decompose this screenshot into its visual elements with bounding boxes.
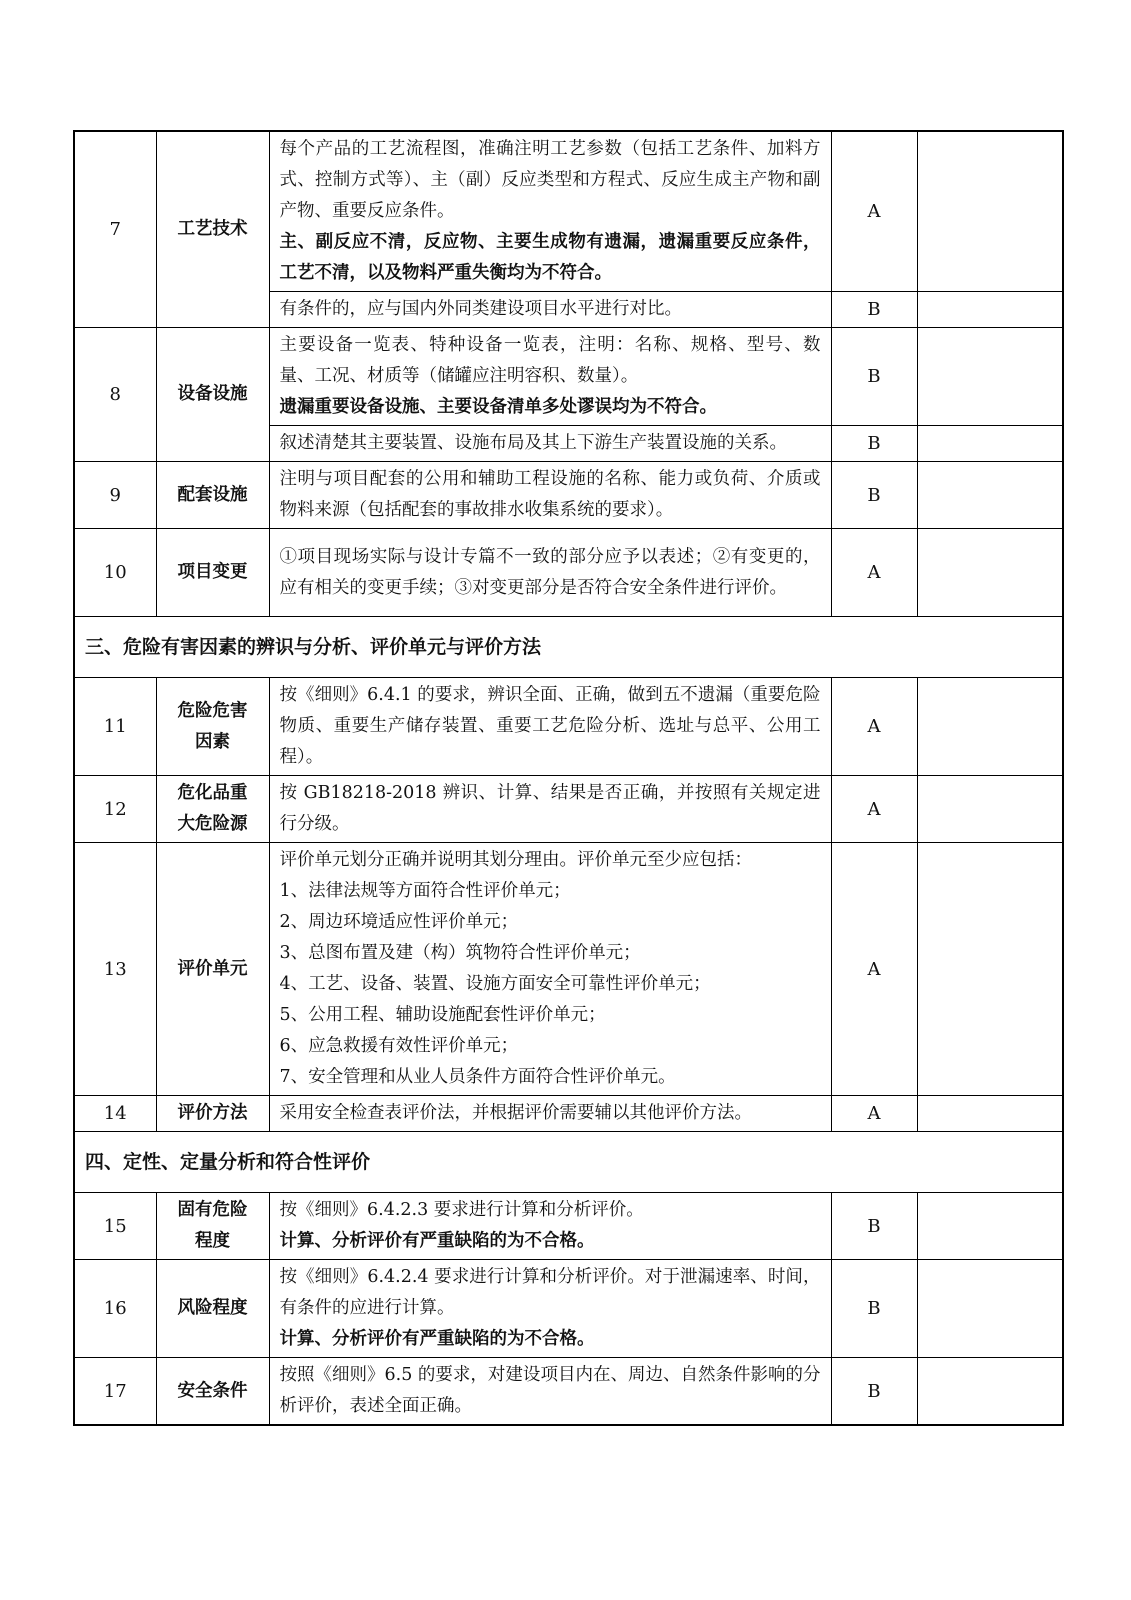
section-title: 四、定性、定量分析和符合性评价 (74, 1132, 1063, 1193)
table-row (74, 131, 1063, 292)
row-number: 16 (74, 1260, 156, 1358)
blank-cell (917, 776, 1063, 843)
blank-cell (917, 1358, 1063, 1426)
blank-cell (917, 843, 1063, 1096)
requirement-text: 按 GB18218-2018 辨识、计算、结果是否正确，并按照有关规定进行分级。 (269, 776, 831, 843)
grade: A (831, 529, 917, 617)
row-number: 10 (74, 529, 156, 617)
requirement-line: 3、总图布置及建（构）筑物符合性评价单元； (279, 943, 641, 963)
section-header-row (74, 1132, 1063, 1193)
grade: B (831, 426, 917, 462)
grade: B (831, 462, 917, 529)
requirement-line: 4、工艺、设备、装置、设施方面安全可靠性评价单元； (279, 974, 711, 994)
blank-cell (917, 426, 1063, 462)
item-name-line: 危险危害 (177, 700, 248, 721)
section-header-row (74, 617, 1063, 678)
row-number: 15 (74, 1193, 156, 1260)
item-name-line: 危化品重 (177, 783, 248, 803)
requirement-line: 6、应急救援有效性评价单元； (279, 1036, 519, 1056)
requirement-text: 按照《细则》6.5 的要求，对建设项目内在、周边、自然条件影响的分析评价，表述全面正确。 (269, 1358, 831, 1426)
requirement-content (269, 1193, 831, 1260)
row-number: 12 (74, 776, 156, 843)
nonconformity-text: 遗漏重要设备设施、主要设备清单多处谬误均为不符合。 (279, 397, 717, 417)
grade: A (831, 1096, 917, 1132)
table-row (74, 1358, 1063, 1426)
item-name-line: 大危险源 (177, 814, 248, 834)
grade: A (831, 678, 917, 776)
blank-cell (917, 462, 1063, 529)
grade: B (831, 1260, 917, 1358)
requirement-line: 5、公用工程、辅助设施配套性评价单元； (279, 1005, 606, 1025)
requirement-text: 采用安全检查表评价法，并根据评价需要辅以其他评价方法。 (269, 1096, 831, 1132)
blank-cell (917, 1096, 1063, 1132)
requirement-content (269, 328, 831, 426)
nonconformity-text: 计算、分析评价有严重缺陷的为不合格。 (279, 1231, 595, 1251)
blank-cell (917, 678, 1063, 776)
requirement-text: 按《细则》6.4.2.4 要求进行计算和分析评价。对于泄漏速率、时间，有条件的应进行计算。 (279, 1267, 821, 1318)
requirement-text: ①项目现场实际与设计专篇不一致的部分应予以表述；②有变更的，应有相关的变更手续；③对变更部分是否符合安全条件进行评价。 (269, 529, 831, 617)
requirement-content (269, 131, 831, 292)
grade: A (831, 776, 917, 843)
item-name: 设备设施 (156, 328, 269, 462)
nonconformity-text: 主、副反应不清，反应物、主要生成物有遗漏，遗漏重要反应条件，工艺不清，以及物料严重失衡均为不符合。 (279, 232, 821, 283)
table-row (74, 1096, 1063, 1132)
table-row (74, 776, 1063, 843)
requirement-text: 按《细则》6.4.2.3 要求进行计算和分析评价。 (279, 1200, 644, 1220)
item-name (156, 776, 269, 843)
table-row (74, 843, 1063, 1096)
blank-cell (917, 292, 1063, 328)
table-row (74, 529, 1063, 617)
blank-cell (917, 131, 1063, 292)
row-number: 14 (74, 1096, 156, 1132)
grade: A (831, 131, 917, 292)
grade: B (831, 328, 917, 426)
row-number: 17 (74, 1358, 156, 1426)
row-number: 8 (74, 328, 156, 462)
item-name (156, 678, 269, 776)
evaluation-checklist-table (73, 130, 1064, 1426)
blank-cell (917, 1193, 1063, 1260)
item-name: 评价单元 (156, 843, 269, 1096)
section-title: 三、危险有害因素的辨识与分析、评价单元与评价方法 (74, 617, 1063, 678)
item-name: 工艺技术 (156, 131, 269, 328)
item-name-line: 固有危险 (177, 1200, 248, 1220)
row-number: 11 (74, 678, 156, 776)
blank-cell (917, 529, 1063, 617)
requirement-text: 每个产品的工艺流程图，准确注明工艺参数（包括工艺条件、加料方式、控制方式等）、主（副）反应类型和方程式、反应生成主产物和副产物、重要反应条件。 (279, 139, 821, 221)
item-name: 项目变更 (156, 529, 269, 617)
row-number: 9 (74, 462, 156, 529)
requirement-line: 1、法律法规等方面符合性评价单元； (279, 881, 571, 901)
grade: B (831, 1193, 917, 1260)
blank-cell (917, 328, 1063, 426)
requirement-text: 叙述清楚其主要装置、设施布局及其上下游生产装置设施的关系。 (269, 426, 831, 462)
requirement-content (269, 843, 831, 1096)
item-name: 配套设施 (156, 462, 269, 529)
table-row (74, 678, 1063, 776)
grade: B (831, 292, 917, 328)
item-name-line: 程度 (195, 1231, 230, 1251)
table-row (74, 328, 1063, 426)
grade: B (831, 1358, 917, 1426)
item-name: 评价方法 (156, 1096, 269, 1132)
grade: A (831, 843, 917, 1096)
item-name (156, 1193, 269, 1260)
requirement-line: 7、安全管理和从业人员条件方面符合性评价单元。 (279, 1067, 676, 1087)
item-name-line: 因素 (195, 731, 230, 752)
requirement-text: 注明与项目配套的公用和辅助工程设施的名称、能力或负荷、介质或物料来源（包括配套的事故排水收集系统的要求）。 (269, 462, 831, 529)
row-number: 7 (74, 131, 156, 328)
table-row (74, 1260, 1063, 1358)
requirement-line: 2、周边环境适应性评价单元； (279, 912, 519, 932)
requirement-line: 评价单元划分正确并说明其划分理由。评价单元至少应包括： (279, 850, 752, 870)
nonconformity-text: 计算、分析评价有严重缺陷的为不合格。 (279, 1329, 595, 1349)
item-name: 安全条件 (156, 1358, 269, 1426)
row-number: 13 (74, 843, 156, 1096)
requirement-text: 主要设备一览表、特种设备一览表，注明：名称、规格、型号、数量、工况、材质等（储罐应注明容积、数量）。 (279, 335, 821, 386)
item-name: 风险程度 (156, 1260, 269, 1358)
blank-cell (917, 1260, 1063, 1358)
table-row (74, 1193, 1063, 1260)
requirement-text: 按《细则》6.4.1 的要求，辨识全面、正确，做到五不遗漏（重要危险物质、重要生产储存装置、重要工艺危险分析、选址与总平、公用工程）。 (269, 678, 831, 776)
requirement-text: 有条件的，应与国内外同类建设项目水平进行对比。 (269, 292, 831, 328)
table-row (74, 462, 1063, 529)
requirement-content (269, 1260, 831, 1358)
